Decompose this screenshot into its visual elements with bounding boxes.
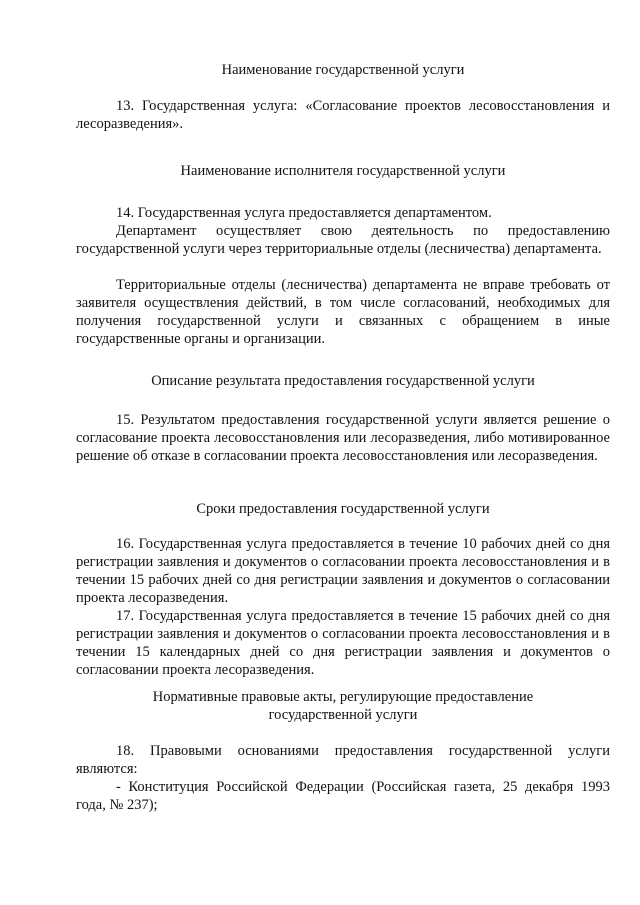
section-heading-executor: Наименование исполнителя государственной услуги xyxy=(180,163,506,179)
paragraph-14-department: Департамент осуществляет свою деятельность по предоставлению государственной услуги через территориальные отделы (лесничества) департамента. xyxy=(76,223,610,257)
paragraph-18-constitution: - Конституция Российской Федерации (Российская газета, 25 декабря 1993 года, № 237); xyxy=(76,779,610,813)
paragraph-14-territorial-offices: Территориальные отделы (лесничества) департамента не вправе требовать от заявителя осуществления действий, в том числе согласований, необходимых для получения государственной услуги и связанных с обращением в иные государственные органы и организации. xyxy=(76,277,610,347)
paragraph-17: 17. Государственная услуга предоставляется в течение 15 рабочих дней со дня регистрации заявления и документов о согласовании проекта лесовосстановления и в течении 15 календарных дней со дня регистрации заявления и документов о согласовании проекта лесоразведения. xyxy=(76,608,610,678)
paragraph-15: 15. Результатом предоставления государственной услуги является решение о согласование проекта лесовосстановления или лесоразведения, либо мотивированное решение об отказе в согласовании проекта лесовосстановления или лесоразведения. xyxy=(76,412,610,464)
section-heading-legal-acts-line2: государственной услуги xyxy=(268,707,418,723)
paragraph-18: 18. Правовыми основаниями предоставления государственной услуги являются: xyxy=(76,743,610,777)
paragraph-14: 14. Государственная услуга предоставляется департаментом. xyxy=(116,205,492,221)
paragraph-13: 13. Государственная услуга: «Согласование проектов лесовосстановления и лесоразведения». xyxy=(76,98,610,132)
section-heading-terms: Сроки предоставления государственной услуги xyxy=(196,501,490,517)
section-heading-legal-acts-line1: Нормативные правовые акты, регулирующие предоставление xyxy=(152,689,534,705)
paragraph-16: 16. Государственная услуга предоставляется в течение 10 рабочих дней со дня регистрации заявления и документов о согласовании проекта лесовосстановления и в течении 15 рабочих дней со дня регистрации заявления и документов о согласовании проекта лесоразведения. xyxy=(76,536,610,606)
section-heading-result: Описание результата предоставления государственной услуги xyxy=(151,373,535,389)
section-heading-service-name: Наименование государственной услуги xyxy=(221,62,465,78)
